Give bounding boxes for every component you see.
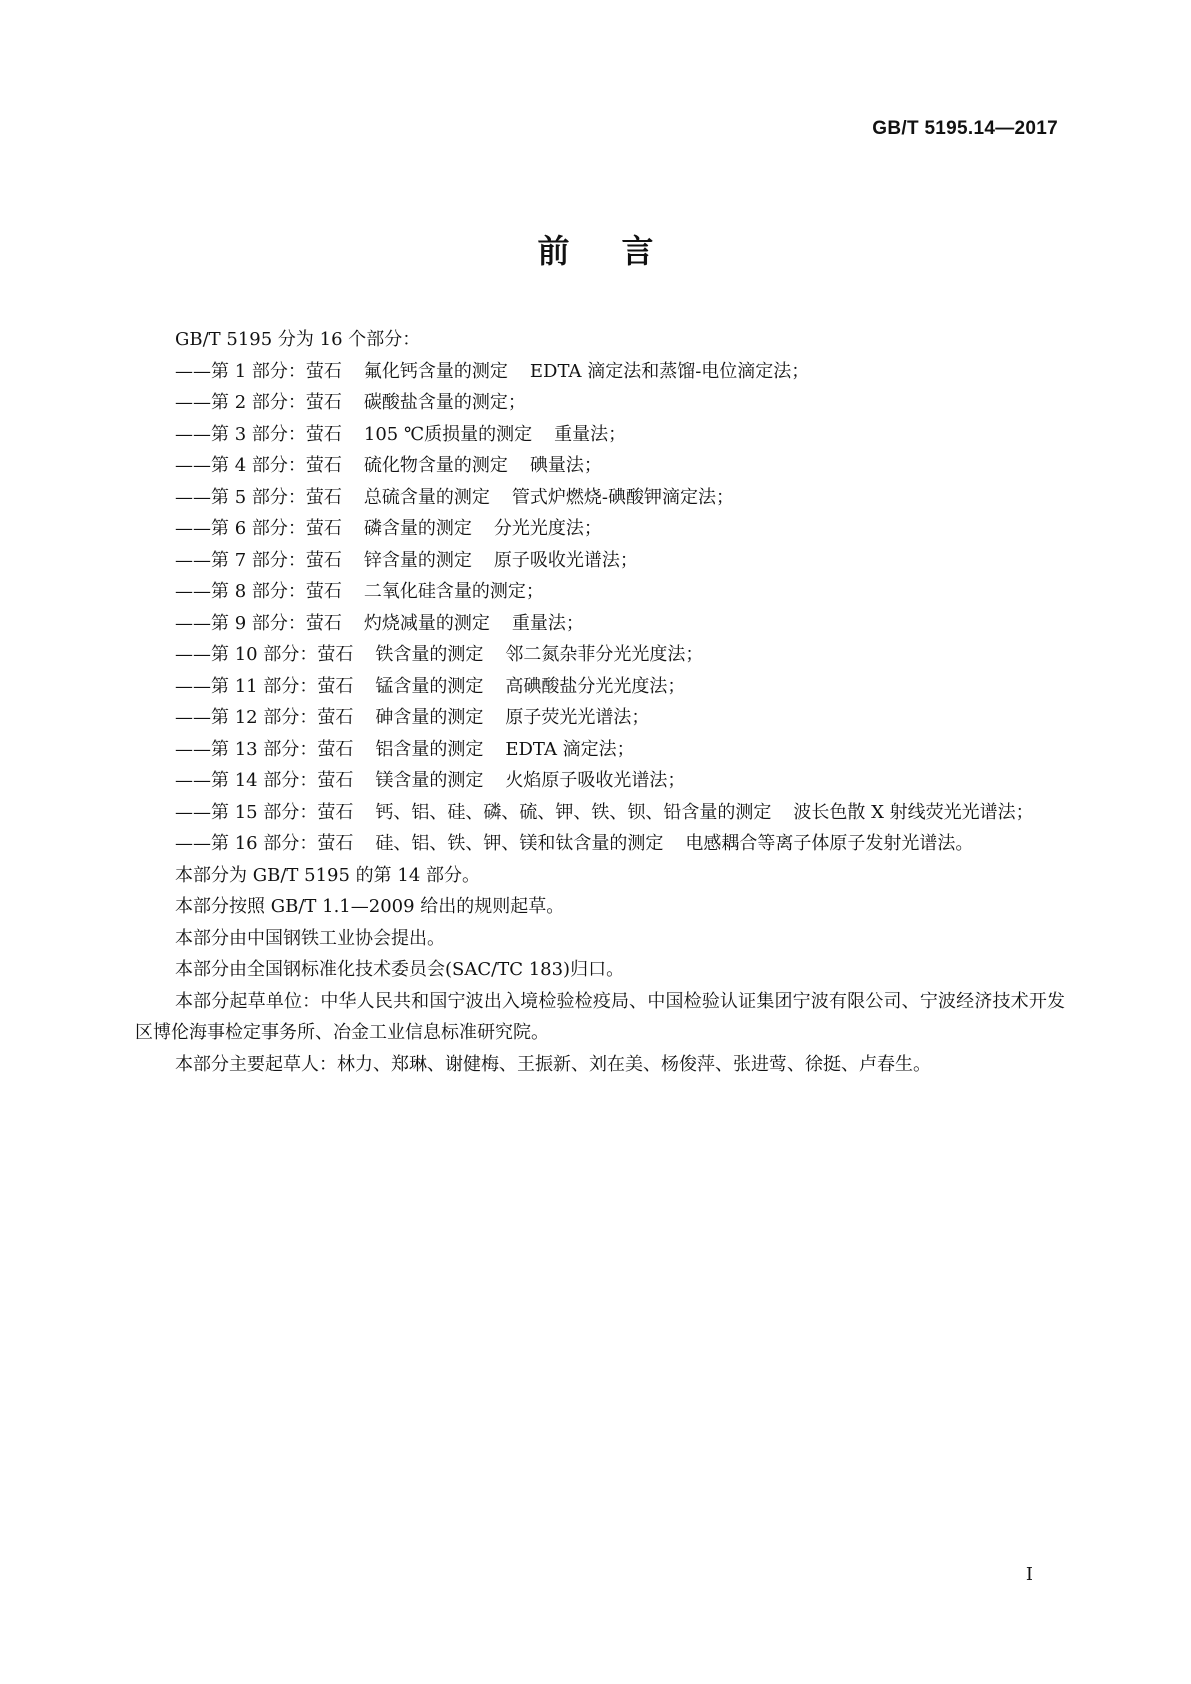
part-prefix: ——第 7 部分：萤石	[175, 549, 342, 571]
standard-code: GB/T 5195.14—2017	[872, 118, 1058, 139]
list-item	[135, 671, 1065, 703]
part-name: 砷含量的测定	[375, 707, 484, 728]
statement-proposer: 本部分由中国钢铁工业协会提出。	[175, 927, 445, 949]
list-item	[135, 356, 1065, 388]
part-name: 氟化钙含量的测定	[363, 360, 508, 382]
part-method: 电感耦合等离子体原子发射光谱法。	[685, 833, 974, 854]
part-prefix: ——第 12 部分：萤石	[175, 707, 354, 728]
part-name: 锰含量的测定	[375, 675, 484, 697]
part-name: 灼烧减量的测定	[363, 612, 490, 634]
part-method: 高碘酸盐分光光度法；	[505, 675, 686, 697]
part-name: 锌含量的测定	[363, 549, 472, 571]
intro-paragraph: GB/T 5195 分为 16 个部分：	[175, 329, 421, 350]
part-name: 磷含量的测定	[363, 518, 472, 539]
part-method: EDTA 滴定法；	[505, 738, 635, 760]
part-prefix: ——第 3 部分：萤石	[175, 423, 342, 445]
part-name: 硅、铝、铁、钾、镁和钛含量的测定	[375, 833, 664, 854]
part-name: 二氧化硅含量的测定；	[363, 581, 544, 602]
parts-list	[135, 356, 1065, 860]
list-item	[135, 450, 1065, 482]
part-name: 铝含量的测定	[375, 738, 484, 760]
part-prefix: ——第 9 部分：萤石	[175, 612, 342, 634]
statement-part-number: 本部分为 GB/T 5195 的第 14 部分。	[175, 864, 480, 886]
list-item	[135, 608, 1065, 640]
part-prefix: ——第 4 部分：萤石	[175, 455, 342, 476]
statement-drafting-rules: 本部分按照 GB/T 1.1—2009 给出的规则起草。	[175, 896, 565, 917]
part-method: 重量法；	[554, 423, 627, 445]
part-prefix: ——第 10 部分：萤石	[175, 644, 354, 665]
part-method: 管式炉燃烧-碘酸钾滴定法；	[511, 486, 734, 508]
part-name: 镁含量的测定	[375, 770, 484, 791]
part-name: 105 ℃质损量的测定	[363, 423, 533, 445]
part-prefix: ——第 2 部分：萤石	[175, 392, 342, 413]
part-method: 邻二氮杂菲分光光度法；	[505, 644, 704, 665]
list-item	[135, 639, 1065, 671]
part-prefix: ——第 1 部分：萤石	[175, 360, 342, 382]
part-prefix: ——第 11 部分：萤石	[175, 675, 354, 697]
part-method: 碘量法；	[529, 455, 602, 476]
page-title: 前言	[537, 232, 706, 270]
list-item	[135, 545, 1065, 577]
list-item	[135, 387, 1065, 419]
list-item	[135, 828, 1065, 860]
part-prefix: ——第 8 部分：萤石	[175, 581, 342, 602]
list-item	[135, 576, 1065, 608]
statement-drafters: 本部分主要起草人：林力、郑琳、谢健梅、王振新、刘在美、杨俊萍、张进莺、徐挺、卢春生。	[175, 1053, 931, 1075]
list-item	[135, 482, 1065, 514]
part-method: 分光光度法；	[493, 518, 602, 539]
list-item	[135, 734, 1065, 766]
list-item	[135, 702, 1065, 734]
part-method: 火焰原子吸收光谱法；	[505, 770, 686, 791]
part-method: 原子吸收光谱法；	[493, 549, 638, 571]
part-prefix: ——第 13 部分：萤石	[175, 738, 354, 760]
part-prefix: ——第 6 部分：萤石	[175, 518, 342, 539]
part-prefix: ——第 16 部分：萤石	[175, 833, 354, 854]
foreword-body	[135, 324, 1065, 1080]
part-name: 钙、铝、硅、磷、硫、钾、铁、钡、铅含量的测定	[375, 801, 772, 823]
part-name: 硫化物含量的测定	[363, 455, 508, 476]
part-prefix: ——第 15 部分：萤石	[175, 801, 354, 823]
part-method: EDTA 滴定法和蒸馏-电位滴定法；	[529, 360, 810, 382]
part-prefix: ——第 14 部分：萤石	[175, 770, 354, 791]
part-name: 总硫含量的测定	[363, 486, 490, 508]
statement-committee: 本部分由全国钢标准化技术委员会(SAC/TC 183)归口。	[175, 959, 625, 980]
list-item	[135, 419, 1065, 451]
part-prefix: ——第 5 部分：萤石	[175, 486, 342, 508]
list-item	[135, 797, 1065, 829]
list-item	[135, 765, 1065, 797]
part-method: 原子荧光光谱法；	[505, 707, 650, 728]
part-name: 铁含量的测定	[375, 644, 484, 665]
part-name: 碳酸盐含量的测定；	[363, 392, 526, 413]
part-method: 波长色散 X 射线荧光光谱法；	[793, 801, 1034, 823]
list-item	[135, 513, 1065, 545]
part-method: 重量法；	[511, 612, 584, 634]
page-number: I	[1025, 1564, 1033, 1585]
statement-drafting-units: 本部分起草单位：中华人民共和国宁波出入境检验检疫局、中国检验认证集团宁波有限公司、宁波经济技术开发区博伦海事检定事务所、冶金工业信息标准研究院。	[135, 990, 1065, 1043]
